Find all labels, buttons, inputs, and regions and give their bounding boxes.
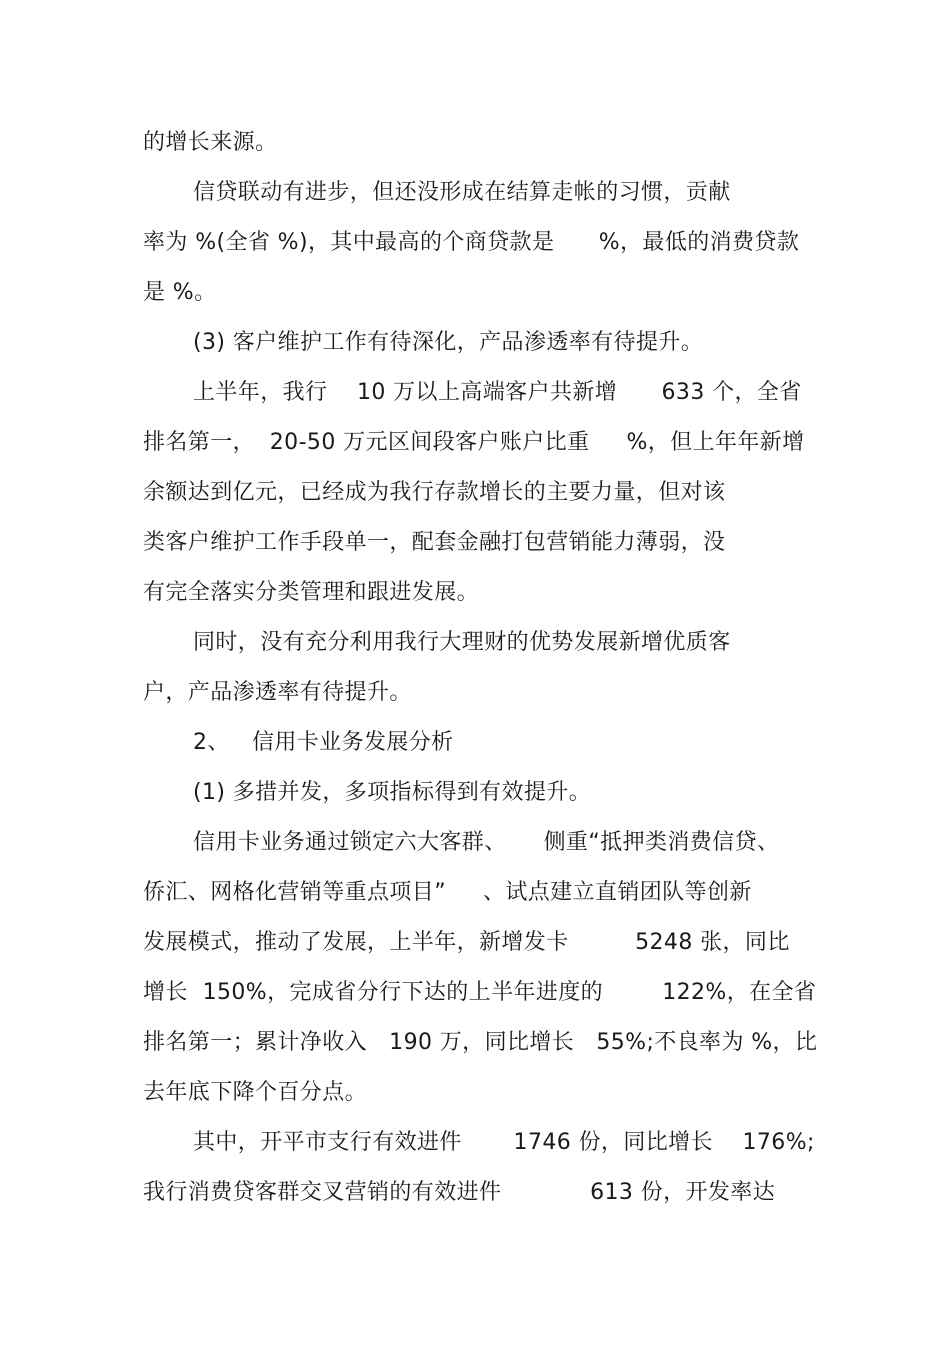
paragraph-line: 侨汇、网格化营销等重点项目” 、试点建立直销团队等创新	[143, 880, 752, 905]
paragraph-line: 增长 150%，完成省分行下达的上半年进度的 122%，在全省	[143, 980, 817, 1005]
paragraph-line: 是 %。	[143, 280, 217, 305]
paragraph-line: 户，产品渗透率有待提升。	[143, 680, 412, 705]
paragraph-line: 信用卡业务通过锁定六大客群、 侧重“抵押类消费信贷、	[193, 830, 780, 855]
paragraph-line: 其中，开平市支行有效进件 1746 份，同比增长 176%;	[193, 1130, 815, 1155]
paragraph-line: 率为 %(全省 %)，其中最高的个商贷款是 %，最低的消费贷款	[143, 230, 800, 255]
paragraph-line: 我行消费贷客群交叉营销的有效进件 613 份，开发率达	[143, 1180, 776, 1205]
paragraph-line: 同时，没有充分利用我行大理财的优势发展新增优质客	[193, 630, 731, 655]
paragraph-line: 类客户维护工作手段单一，配套金融打包营销能力薄弱，没	[143, 530, 726, 555]
paragraph-line: 信贷联动有进步，但还没形成在结算走帐的习惯，贡献	[193, 180, 731, 205]
paragraph-line: 排名第一， 20-50 万元区间段客户账户比重 %，但上年年新增	[143, 430, 805, 455]
paragraph-line: 发展模式，推动了发展，上半年，新增发卡 5248 张，同比	[143, 930, 790, 955]
paragraph-line: 上半年，我行 10 万以上高端客户共新增 633 个，全省	[193, 380, 802, 405]
paragraph-line: 余额达到亿元，已经成为我行存款增长的主要力量，但对该	[143, 480, 726, 505]
paragraph-line: 去年底下降个百分点。	[143, 1080, 368, 1105]
paragraph-line: 有完全落实分类管理和跟进发展。	[143, 580, 480, 605]
section-heading: (1) 多措并发，多项指标得到有效提升。	[193, 780, 592, 805]
paragraph-line: 排名第一；累计净收入 190 万，同比增长 55%;不良率为 %，比	[143, 1030, 818, 1055]
section-heading: (3) 客户维护工作有待深化，产品渗透率有待提升。	[193, 330, 704, 355]
paragraph-line: 的增长来源。	[143, 130, 278, 155]
section-heading: 2、 信用卡业务发展分析	[193, 730, 454, 755]
